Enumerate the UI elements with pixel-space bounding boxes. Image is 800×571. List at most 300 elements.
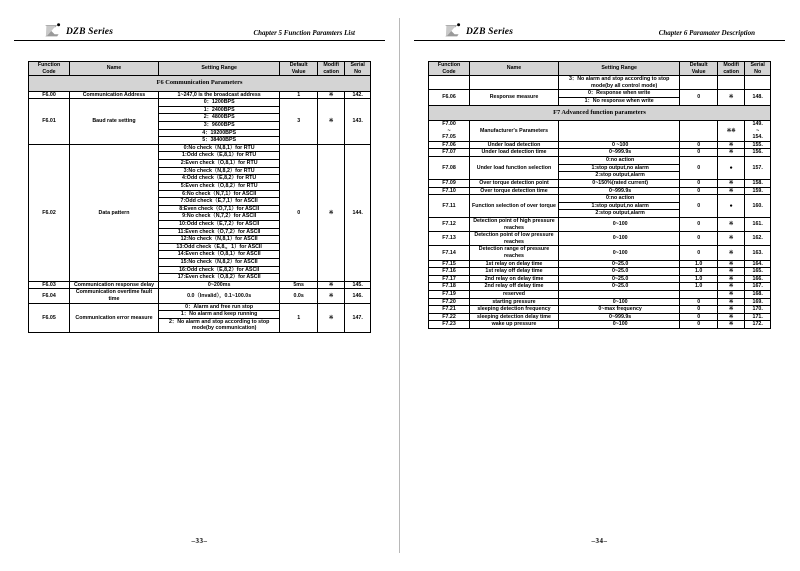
cell-setting-range — [158, 228, 279, 236]
cell-name: Under load detection time — [470, 149, 559, 157]
cell-modification: ※ — [717, 275, 744, 283]
cell-name: 2nd relay on delay time — [470, 275, 559, 283]
cell-function-code: F7.06 — [429, 141, 470, 149]
cell-modification: ※ — [317, 303, 344, 332]
table-row — [429, 217, 771, 231]
cell-serial-no: 171. — [745, 313, 771, 321]
cell-function-code: F7.15 — [429, 260, 470, 268]
table-row — [429, 149, 771, 157]
cell-serial-no: 170. — [745, 306, 771, 314]
col-setting-range: Setting Range — [158, 62, 279, 76]
cell-setting-range — [158, 129, 279, 137]
cell-setting-range — [158, 175, 279, 183]
setting-range-text: 16:Odd check（E,8,2）for ASCII — [179, 266, 260, 273]
section-title: F7 Advanced function parameters — [429, 105, 771, 120]
cell-modification: ※ — [717, 179, 744, 187]
cell-serial-no: 168. — [745, 291, 771, 299]
cell-setting-range — [558, 268, 679, 276]
cell-function-code: F7.10 — [429, 187, 470, 195]
cell-serial-no: 169. — [745, 298, 771, 306]
col-function-code — [29, 62, 70, 76]
cell-setting-range — [158, 198, 279, 206]
cell-function-code: F7.19 — [429, 291, 470, 299]
cell-name: Data pattern — [70, 144, 159, 281]
table-row — [429, 260, 771, 268]
setting-range-text: 7:Odd check（E,7,1）for ASCII — [180, 198, 258, 205]
cell-serial-no: 162. — [745, 232, 771, 246]
setting-range-text: 2：4800BPS — [203, 114, 235, 121]
cell-default-value — [680, 76, 718, 90]
cell-function-code: F6.02 — [29, 144, 70, 281]
page-number-left: –33– — [191, 537, 208, 545]
cell-default-value: 1 — [280, 91, 318, 99]
dzb-logo-icon — [444, 23, 462, 38]
cell-name: wake up pressure — [470, 321, 559, 329]
cell-name: starting pressure — [470, 298, 559, 306]
section-header-row — [29, 76, 371, 91]
cell-name: Communication Address — [70, 91, 159, 99]
cell-modification: ※ — [717, 90, 744, 105]
col-function-code — [429, 62, 470, 76]
setting-range-text: 13:Odd check（E,8,，1）for ASCII — [176, 243, 262, 250]
cell-setting-range — [158, 303, 279, 311]
cell-modification: ※ — [717, 291, 744, 299]
cell-serial-no: 172. — [745, 321, 771, 329]
cell-name: reserved — [470, 291, 559, 299]
setting-range-text: 0:no action — [606, 157, 635, 164]
setting-range-text: 2:stop output,alarm — [595, 210, 645, 217]
cell-function-code: F7.00 ~ F7.05 — [429, 121, 470, 142]
table-row — [429, 187, 771, 195]
setting-range-text: 0~25.0 — [611, 275, 629, 282]
cell-function-code: F6.03 — [29, 281, 70, 289]
cell-setting-range — [558, 187, 679, 195]
cell-default-value: 5ms — [280, 281, 318, 289]
cell-modification: ● — [717, 157, 744, 180]
table-row — [29, 303, 371, 311]
cell-modification: ※ — [717, 321, 744, 329]
header-row — [29, 62, 371, 76]
parameter-table-left — [28, 61, 371, 333]
cell-name: Under load function selection — [470, 157, 559, 180]
setting-range-text: 4:Odd check（E,8,2）for RTU — [182, 175, 257, 182]
table-row — [429, 291, 771, 299]
cell-default-value: 0 — [680, 187, 718, 195]
cell-function-code: F7.17 — [429, 275, 470, 283]
cell-function-code: F7.14 — [429, 246, 470, 260]
brand-label: DZB Series — [66, 26, 114, 37]
cell-setting-range — [558, 291, 679, 299]
cell-name: sleeping detection frequency — [470, 306, 559, 314]
col-function-code-l1: Function — [37, 62, 61, 68]
cell-function-code — [429, 76, 470, 90]
cell-setting-range — [158, 182, 279, 190]
table-row — [29, 144, 371, 152]
cell-setting-range — [158, 236, 279, 244]
cell-setting-range — [158, 144, 279, 152]
cell-function-code: F6.04 — [29, 289, 70, 303]
cell-name: Communication response delay — [70, 281, 159, 289]
cell-function-code: F7.23 — [429, 321, 470, 329]
cell-default-value: 3 — [280, 99, 318, 145]
cell-function-code: F6.05 — [29, 303, 70, 332]
cell-setting-range — [558, 149, 679, 157]
setting-range-text: 0 ~100 — [611, 141, 629, 148]
col-modification — [317, 62, 344, 76]
cell-setting-range — [558, 232, 679, 246]
cell-serial-no: 166. — [745, 275, 771, 283]
setting-range-text: 0：Alarm and free run stop — [185, 303, 254, 310]
cell-setting-range — [158, 318, 279, 332]
cell-setting-range — [158, 266, 279, 274]
cell-default-value: 0 — [680, 195, 718, 218]
table-row — [429, 195, 771, 203]
col-modification — [717, 62, 744, 76]
setting-range-text: 15:No check（N,8,2）for ASCII — [180, 259, 258, 265]
cell-modification: ※※ — [717, 121, 744, 142]
setting-range-text: 3：No alarm and stop according to stop mode(by all control mode) — [568, 76, 670, 89]
col-name: Name — [70, 62, 159, 76]
setting-range-text: 1:stop output,no alarm — [591, 164, 649, 171]
cell-default-value — [680, 121, 718, 142]
cell-serial-no: 142. — [345, 91, 371, 99]
col-function-code-l2: Code — [42, 68, 56, 75]
cell-setting-range — [158, 137, 279, 145]
cell-modification: ※ — [317, 91, 344, 99]
cell-function-code: F7.11 — [429, 195, 470, 218]
cell-modification: ※ — [717, 141, 744, 149]
cell-setting-range — [158, 274, 279, 282]
col-serial-no — [745, 62, 771, 76]
table-row — [429, 141, 771, 149]
cell-function-code: F7.20 — [429, 298, 470, 306]
cell-setting-range — [558, 98, 679, 106]
cell-default-value: 0 — [680, 179, 718, 187]
cell-setting-range — [158, 167, 279, 175]
cell-name: Baud rate setting — [70, 99, 159, 145]
cell-default-value: 0 — [680, 232, 718, 246]
setting-range-text: 5:Even check（O,8,2）for RTU — [180, 182, 258, 189]
col-serial-no — [345, 62, 371, 76]
table-row — [429, 121, 771, 142]
cell-setting-range — [558, 210, 679, 218]
col-function-code-l1: Function — [437, 62, 461, 68]
setting-range-text: 0.0（Invalid），0.1~100.0s — [187, 292, 252, 299]
col-default-value — [680, 62, 718, 76]
cell-function-code: F7.13 — [429, 232, 470, 246]
table-body-left — [29, 76, 371, 333]
cell-modification: ※ — [717, 306, 744, 314]
cell-function-code: F7.22 — [429, 313, 470, 321]
setting-range-text: 2：No alarm and stop according to stop mode(by communication) — [168, 318, 270, 332]
cell-name: Detection point of high pressure reaches — [470, 217, 559, 231]
cell-modification: ※ — [717, 313, 744, 321]
setting-range-text: 9:No check（N,7,2）for ASCII — [182, 213, 257, 220]
cell-setting-range — [158, 190, 279, 198]
table-row — [29, 281, 371, 289]
col-modification-l1: Modifi — [323, 62, 339, 68]
col-default-value — [280, 62, 318, 76]
cell-modification: ※ — [317, 289, 344, 303]
setting-range-text: 0~25.0 — [611, 268, 629, 275]
col-name: Name — [470, 62, 559, 76]
cell-default-value: 0 — [680, 306, 718, 314]
cell-name: 1st relay off delay time — [470, 268, 559, 276]
setting-range-text: 2:Even check（O,8,1）for RTU — [180, 160, 258, 167]
setting-range-text: 0~999.9s — [609, 149, 632, 156]
setting-range-text: 4：19200BPS — [202, 129, 237, 136]
table-row — [429, 76, 771, 90]
table-row — [29, 289, 371, 303]
cell-default-value: 0 — [680, 321, 718, 329]
cell-setting-range — [158, 122, 279, 130]
cell-modification: ※ — [317, 99, 344, 145]
setting-range-text: 0~100 — [612, 235, 628, 242]
chapter-title-right: Chapter 6 Paramater Description — [658, 29, 755, 37]
cell-default-value: 0 — [680, 313, 718, 321]
col-modification-l2: cation — [723, 68, 739, 75]
table-row — [429, 321, 771, 329]
cell-serial-no: 148. — [745, 90, 771, 105]
chapter-title-left: Chapter 5 Function Paramters List — [253, 29, 355, 37]
cell-modification: ※ — [717, 149, 744, 157]
setting-range-text: 1:Odd check（E,8,1）for RTU — [182, 152, 257, 159]
cell-name — [470, 76, 559, 90]
cell-setting-range — [558, 90, 679, 98]
setting-range-text: 3：9600BPS — [203, 122, 235, 129]
dzb-logo-icon — [44, 23, 62, 38]
setting-range-text: 0~999.9s — [609, 187, 632, 194]
table-wrap-left — [14, 61, 385, 333]
cell-modification: ※ — [317, 144, 344, 281]
section-header-row — [429, 105, 771, 120]
cell-default-value: 1.0 — [680, 260, 718, 268]
cell-setting-range — [558, 260, 679, 268]
cell-default-value: 1 — [280, 303, 318, 332]
table-row — [29, 91, 371, 99]
cell-function-code: F7.08 — [429, 157, 470, 180]
col-default-value-l2: Value — [291, 68, 306, 75]
cell-setting-range — [158, 251, 279, 259]
table-row — [29, 99, 371, 107]
cell-setting-range — [558, 195, 679, 203]
cell-setting-range — [558, 179, 679, 187]
cell-setting-range — [558, 202, 679, 210]
page-number-right: –34– — [591, 537, 608, 545]
cell-setting-range — [558, 321, 679, 329]
setting-range-text: 3:No check（N,8,2）for RTU — [183, 167, 255, 174]
cell-function-code: F7.18 — [429, 283, 470, 291]
cell-modification: ※ — [717, 187, 744, 195]
setting-range-text: 11:Even check（O,7,2）for ASCII — [177, 228, 261, 235]
cell-setting-range — [558, 76, 679, 90]
cell-default-value: 0 — [680, 141, 718, 149]
cell-function-code: F7.12 — [429, 217, 470, 231]
cell-serial-no: 167. — [745, 283, 771, 291]
cell-setting-range — [558, 298, 679, 306]
setting-range-text: 1：2400BPS — [203, 106, 235, 113]
cell-setting-range — [158, 99, 279, 107]
setting-range-text: 6:No check（N,7,1）for ASCII — [182, 190, 257, 197]
cell-setting-range — [558, 246, 679, 260]
cell-setting-range — [158, 106, 279, 114]
table-row — [429, 283, 771, 291]
cell-modification: ※ — [717, 298, 744, 306]
cell-default-value: 1.0 — [680, 283, 718, 291]
cell-serial-no: 156. — [745, 149, 771, 157]
cell-modification: ※ — [717, 268, 744, 276]
setting-range-text: 0~25.0 — [611, 260, 629, 267]
cell-serial-no: 159. — [745, 187, 771, 195]
cell-setting-range — [158, 152, 279, 160]
setting-range-text: 0~25.0 — [611, 283, 629, 290]
setting-range-text: 1：No alarm and keep running — [180, 311, 258, 318]
cell-default-value: 0.0s — [280, 289, 318, 303]
cell-default-value: 0 — [680, 246, 718, 260]
cell-modification: ※ — [717, 232, 744, 246]
cell-setting-range — [558, 313, 679, 321]
cell-serial-no: 164. — [745, 260, 771, 268]
setting-range-text: 5：38400BPS — [202, 137, 237, 144]
cell-setting-range — [158, 289, 279, 303]
setting-range-text: 0~999.9s — [609, 313, 632, 320]
cell-default-value — [680, 291, 718, 299]
setting-range-text: 0~max frequency — [598, 306, 642, 313]
col-modification-l2: cation — [323, 68, 339, 75]
cell-function-code: F6.01 — [29, 99, 70, 145]
cell-serial-no: 149. ~ 154. — [745, 121, 771, 142]
setting-range-text: 12:No check（N,8,1）for ASCII — [180, 236, 258, 243]
table-body-right — [429, 76, 771, 329]
cell-default-value: 0 — [680, 298, 718, 306]
cell-modification — [717, 76, 744, 90]
table-row — [429, 275, 771, 283]
col-default-value-l1: Default — [689, 62, 708, 68]
setting-range-text: 0:No check（N,8,1）for RTU — [183, 144, 255, 151]
cell-setting-range — [158, 243, 279, 251]
cell-modification: ※ — [717, 283, 744, 291]
cell-serial-no: 161. — [745, 217, 771, 231]
setting-range-text: 0~100 — [612, 249, 628, 256]
cell-name: 1st relay on delay time — [470, 260, 559, 268]
setting-range-text: 0：1200BPS — [203, 99, 235, 106]
cell-serial-no: 146. — [345, 289, 371, 303]
setting-range-text: 1~247,0 is the broadcast address — [177, 91, 261, 98]
setting-range-text: 2:stop output,alarm — [595, 172, 645, 179]
table-row — [429, 90, 771, 98]
setting-range-text: 0~200ms — [207, 281, 231, 288]
col-modification-l1: Modifi — [723, 62, 739, 68]
setting-range-text: 1:stop output,no alarm — [591, 202, 649, 209]
table-row — [429, 157, 771, 165]
cell-function-code: F7.07 — [429, 149, 470, 157]
cell-serial-no: 157. — [745, 157, 771, 180]
cell-default-value: 1.0 — [680, 275, 718, 283]
cell-setting-range — [558, 121, 679, 142]
cell-function-code: F7.16 — [429, 268, 470, 276]
cell-setting-range — [558, 157, 679, 165]
header-row — [429, 62, 771, 76]
col-serial-no-l1: Serial — [750, 62, 765, 68]
table-header-left — [29, 62, 371, 76]
setting-range-text: 0：Response when write — [587, 90, 651, 97]
brand-left — [44, 23, 113, 38]
cell-function-code: F6.06 — [429, 90, 470, 105]
table-row — [429, 232, 771, 246]
setting-range-text: 0:no action — [606, 195, 635, 202]
cell-name: Communication overtime fault time — [70, 289, 159, 303]
brand-right — [444, 23, 513, 38]
cell-modification: ※ — [717, 260, 744, 268]
cell-setting-range — [558, 275, 679, 283]
cell-modification: ※ — [717, 246, 744, 260]
table-row — [429, 179, 771, 187]
cell-name: Response measure — [470, 90, 559, 105]
col-serial-no-l2: No — [754, 68, 762, 75]
cell-setting-range — [558, 172, 679, 180]
table-row — [429, 246, 771, 260]
cell-modification: ● — [717, 195, 744, 218]
cell-function-code: F7.21 — [429, 306, 470, 314]
cell-name: Over torque detection point — [470, 179, 559, 187]
cell-modification: ※ — [717, 217, 744, 231]
setting-range-text: 1：No response when write — [584, 98, 654, 105]
cell-name: Under load detection — [470, 141, 559, 149]
col-setting-range: Setting Range — [558, 62, 679, 76]
cell-setting-range — [158, 220, 279, 228]
parameter-table-right — [428, 61, 771, 329]
cell-name: Detection point of low pressure reaches — [470, 232, 559, 246]
cell-serial-no: 163. — [745, 246, 771, 260]
cell-serial-no: 155. — [745, 141, 771, 149]
table-row — [429, 306, 771, 314]
page-left — [0, 0, 399, 571]
table-wrap-right — [414, 61, 785, 329]
cell-modification: ※ — [317, 281, 344, 289]
cell-setting-range — [158, 160, 279, 168]
cell-serial-no: 144. — [345, 144, 371, 281]
cell-serial-no: 147. — [345, 303, 371, 332]
cell-name: Communication error measure — [70, 303, 159, 332]
cell-setting-range — [558, 141, 679, 149]
table-row — [429, 298, 771, 306]
cell-setting-range — [158, 213, 279, 221]
cell-function-code: F7.09 — [429, 179, 470, 187]
setting-range-text: 10:Odd check（E,7,2）for ASCII — [179, 220, 260, 227]
cell-name: Over torque detection time — [470, 187, 559, 195]
cell-setting-range — [558, 283, 679, 291]
setting-range-text: 14:Even check（O,8,1）for ASCII — [177, 251, 261, 258]
cell-serial-no — [745, 76, 771, 90]
table-row — [429, 313, 771, 321]
page-right — [400, 0, 799, 571]
col-serial-no-l1: Serial — [350, 62, 365, 68]
table-row — [429, 268, 771, 276]
table-header-right — [429, 62, 771, 76]
cell-default-value: 0 — [680, 217, 718, 231]
cell-default-value: 0 — [680, 157, 718, 180]
cell-default-value: 0 — [280, 144, 318, 281]
cell-default-value: 1.0 — [680, 268, 718, 276]
cell-setting-range — [158, 311, 279, 319]
cell-setting-range — [158, 259, 279, 267]
cell-setting-range — [158, 91, 279, 99]
cell-setting-range — [158, 205, 279, 213]
cell-setting-range — [158, 114, 279, 122]
setting-range-text: 0~100 — [612, 321, 628, 328]
cell-serial-no: 158. — [745, 179, 771, 187]
setting-range-text: 0~100 — [612, 298, 628, 305]
